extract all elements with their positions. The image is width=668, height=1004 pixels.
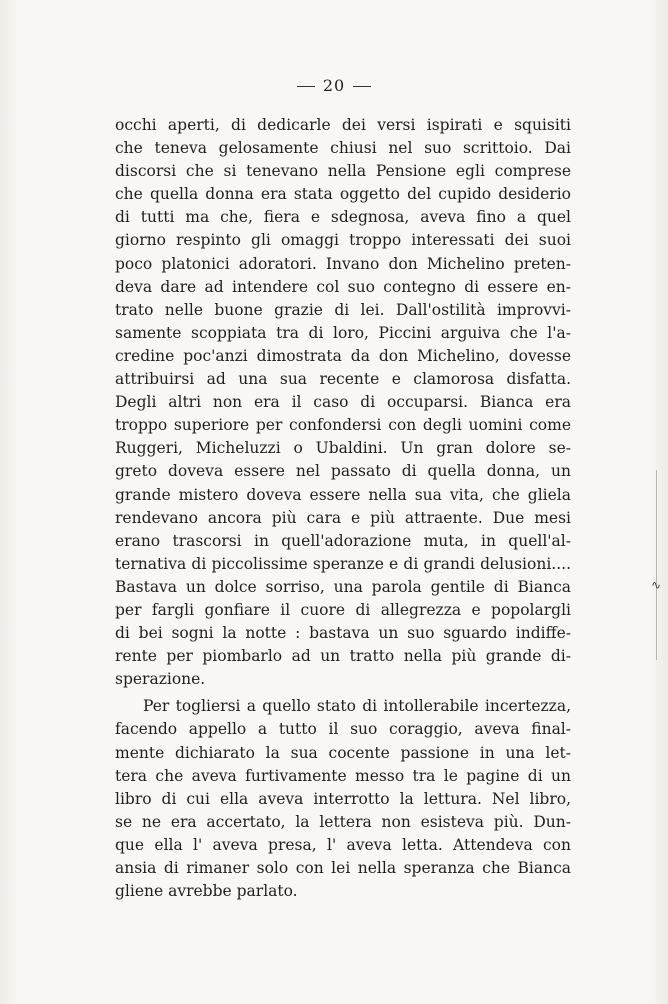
text-line: di tutti ma che, fiera e sdegnosa, aveva fino a quel xyxy=(115,208,571,227)
text-line: deva dare ad intendere col suo contegno di essere en- xyxy=(115,277,571,296)
text-line: di bei sogni la notte : bastava un suo sguardo indiffe- xyxy=(115,624,571,643)
text-line: rente per piombarlo ad un tratto nella più grande di- xyxy=(115,647,571,666)
text-line: greto doveva essere nel passato di quella donna, un xyxy=(115,462,571,481)
text-line: gliene avrebbe parlato. xyxy=(115,882,298,901)
text-line: troppo superiore per confondersi con degli uomini come xyxy=(115,416,571,435)
text-line: ternativa di piccolissime speranze e di grandi delusioni.... xyxy=(115,554,571,573)
page-edge-shadow xyxy=(656,470,657,660)
paragraph xyxy=(115,114,571,691)
text-line: rendevano ancora più cara e più attraente. Due mesi xyxy=(115,508,571,527)
text-line: trato nelle buone grazie di lei. Dall'ostilità improvvi- xyxy=(115,300,571,319)
text-line: libro di cui ella aveva interrotto la lettura. Nel libro, xyxy=(115,789,571,808)
text-line: erano trascorsi in quell'adorazione muta, in quell'al- xyxy=(115,531,571,550)
text-line: che quella donna era stata oggetto del cupido desiderio xyxy=(115,185,571,204)
body-text xyxy=(115,114,571,903)
page-number xyxy=(0,76,668,95)
text-line: occhi aperti, di dedicarle dei versi ispirati e squisiti xyxy=(115,116,571,134)
left-dash xyxy=(297,86,315,87)
text-line: giorno respinto gli omaggi troppo interessati dei suoi xyxy=(115,231,571,250)
text-line: sperazione. xyxy=(115,670,206,689)
text-line: ansia di rimaner solo con lei nella speranza che Bianca xyxy=(115,859,571,877)
text-line: grande mistero doveva essere nella sua vita, che gliela xyxy=(115,485,571,504)
text-line: tera che aveva furtivamente messo tra le pagine di un xyxy=(115,766,571,785)
text-line: que ella l' aveva presa, l' aveva letta. Attendeva con xyxy=(115,835,571,854)
text-line: se ne era accertato, la lettera non esisteva più. Dun- xyxy=(115,812,571,831)
text-line: attribuirsi ad una sua recente e clamorosa disfatta. xyxy=(115,370,571,389)
text-line: Per togliersi a quello stato di intollerabile incertezza, xyxy=(143,697,571,716)
margin-mark: ∿ xyxy=(651,578,662,592)
text-line: Degli altri non era il caso di occuparsi. Bianca era xyxy=(115,393,571,412)
text-line: per fargli gonfiare il cuore di allegrezza e popolargli xyxy=(115,600,571,619)
right-dash xyxy=(353,86,371,87)
text-line: discorsi che si tenevano nella Pensione egli comprese xyxy=(115,162,571,181)
paragraph xyxy=(115,695,571,903)
text-line: poco platonici adoratori. Invano don Michelino preten- xyxy=(115,254,571,273)
text-line: Ruggeri, Micheluzzi o Ubaldini. Un gran dolore se- xyxy=(115,439,571,458)
text-line: mente dichiarato la sua cocente passione in una let- xyxy=(115,743,571,762)
text-line: Bastava un dolce sorriso, una parola gentile di Bianca xyxy=(115,577,571,596)
text-line: samente scoppiata tra di loro, Piccini arguiva che l'a- xyxy=(115,323,571,342)
text-line: credine poc'anzi dimostrata da don Michelino, dovesse xyxy=(115,346,571,365)
text-line: che teneva gelosamente chiusi nel suo scrittoio. Dai xyxy=(115,139,571,158)
text-line: facendo appello a tutto il suo coraggio, aveva final- xyxy=(115,720,571,739)
page-number-text: 20 xyxy=(322,76,346,95)
